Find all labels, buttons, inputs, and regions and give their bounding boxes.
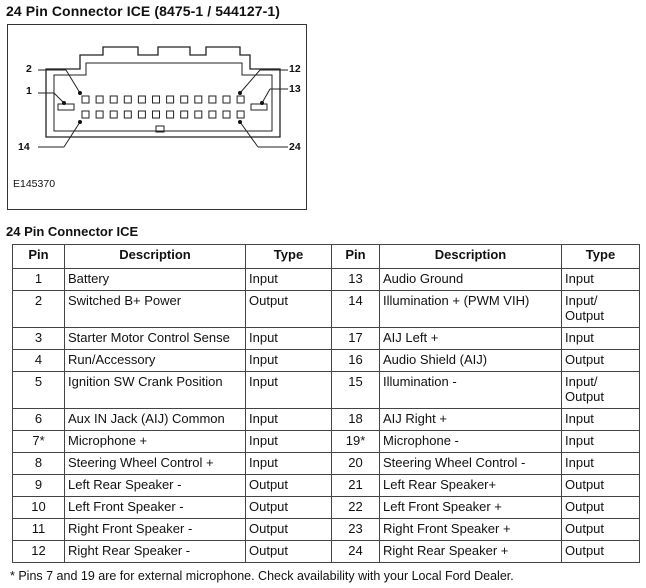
pin-cell: 10 (13, 497, 65, 519)
page-title: 24 Pin Connector ICE (8475-1 / 544127-1) (6, 3, 280, 19)
pin-cell: 22 (332, 497, 380, 519)
pin-cell: 19* (332, 431, 380, 453)
pin-cavity (195, 111, 202, 118)
type-cell: Output (562, 350, 640, 372)
pin-label-2: 2 (26, 63, 32, 75)
pin-cell: 13 (332, 269, 380, 291)
pin-cavity (124, 111, 131, 118)
pin-cavity (96, 111, 103, 118)
type-cell: Input (246, 269, 332, 291)
pin-cavity (237, 96, 244, 103)
pin-cavity (181, 111, 188, 118)
type-cell: Output (246, 475, 332, 497)
description-cell: AIJ Left + (380, 328, 562, 350)
pin-cavity (237, 111, 244, 118)
type-cell: Output (246, 541, 332, 563)
pin-label-13: 13 (289, 83, 301, 95)
type-cell: Input (562, 453, 640, 475)
pin-cell: 1 (13, 269, 65, 291)
table-row (13, 431, 640, 453)
type-cell: Input (562, 409, 640, 431)
pin-cell: 5 (13, 372, 65, 409)
pin-cell: 23 (332, 519, 380, 541)
type-cell: Output (562, 541, 640, 563)
table-row (13, 497, 640, 519)
pin-cell: 11 (13, 519, 65, 541)
type-cell: Output (562, 497, 640, 519)
pin-cell: 14 (332, 291, 380, 328)
description-cell: Right Rear Speaker - (65, 541, 246, 563)
table-row (13, 328, 640, 350)
type-cell: Input/ Output (562, 372, 640, 409)
pin-cavity (223, 111, 230, 118)
pin-cell: 24 (332, 541, 380, 563)
description-cell: Right Front Speaker - (65, 519, 246, 541)
pin-cell: 16 (332, 350, 380, 372)
description-cell: Left Rear Speaker+ (380, 475, 562, 497)
description-cell: Ignition SW Crank Position (65, 372, 246, 409)
pin-cell: 12 (13, 541, 65, 563)
description-cell: Starter Motor Control Sense (65, 328, 246, 350)
type-cell: Output (246, 291, 332, 328)
pin-cavity (167, 96, 174, 103)
table-title: 24 Pin Connector ICE (6, 224, 139, 239)
pin-cell: 9 (13, 475, 65, 497)
pin-cell: 8 (13, 453, 65, 475)
pin-cavity (124, 96, 131, 103)
type-cell: Output (562, 475, 640, 497)
description-cell: Left Front Speaker + (380, 497, 562, 519)
column-header-description: Description (65, 245, 246, 269)
type-cell: Input (562, 328, 640, 350)
pin-label-14: 14 (18, 141, 30, 153)
pin-cell: 6 (13, 409, 65, 431)
type-cell: Input (246, 372, 332, 409)
pin-cavity (153, 111, 160, 118)
pin-cavity (209, 111, 216, 118)
pin-cavity (138, 111, 145, 118)
table-row (13, 541, 640, 563)
table-header-row (13, 245, 640, 269)
pin-cell: 7* (13, 431, 65, 453)
table-row (13, 372, 640, 409)
type-cell: Input (246, 350, 332, 372)
footnote: * Pins 7 and 19 are for external microphone. Check availability with your Local Ford Dealer. (10, 569, 514, 583)
description-cell: Audio Shield (AIJ) (380, 350, 562, 372)
type-cell: Input (562, 431, 640, 453)
table-row (13, 291, 640, 328)
description-cell: Right Front Speaker + (380, 519, 562, 541)
table-row (13, 475, 640, 497)
description-cell: AIJ Right + (380, 409, 562, 431)
pin-table (12, 244, 640, 563)
type-cell: Input (246, 409, 332, 431)
type-cell: Output (246, 497, 332, 519)
type-cell: Input (562, 269, 640, 291)
description-cell: Steering Wheel Control - (380, 453, 562, 475)
pin-cavity (96, 96, 103, 103)
column-header-pin-2: Pin (332, 245, 380, 269)
figure-id: E145370 (13, 178, 56, 190)
pin-cell: 17 (332, 328, 380, 350)
column-header-type-2: Type (562, 245, 640, 269)
column-header-type: Type (246, 245, 332, 269)
pin-cell: 20 (332, 453, 380, 475)
pin-cavity (82, 96, 89, 103)
pin-cavity (138, 96, 145, 103)
description-cell: Microphone + (65, 431, 246, 453)
pin-cavity (82, 111, 89, 118)
connector-diagram (7, 24, 307, 210)
description-cell: Microphone - (380, 431, 562, 453)
pin-cell: 4 (13, 350, 65, 372)
table-row (13, 350, 640, 372)
type-cell: Output (562, 519, 640, 541)
type-cell: Input (246, 328, 332, 350)
type-cell: Input (246, 431, 332, 453)
type-cell: Output (246, 519, 332, 541)
type-cell: Input (246, 453, 332, 475)
table-row (13, 269, 640, 291)
description-cell: Illumination - (380, 372, 562, 409)
type-cell: Input/ Output (562, 291, 640, 328)
description-cell: Illumination + (PWM VIH) (380, 291, 562, 328)
pin-cell: 3 (13, 328, 65, 350)
description-cell: Audio Ground (380, 269, 562, 291)
table-row (13, 409, 640, 431)
table-row (13, 453, 640, 475)
pin-cavity (110, 111, 117, 118)
description-cell: Battery (65, 269, 246, 291)
description-cell: Run/Accessory (65, 350, 246, 372)
pin-cell: 2 (13, 291, 65, 328)
pin-cavity (153, 96, 160, 103)
description-cell: Aux IN Jack (AIJ) Common (65, 409, 246, 431)
pin-cell: 15 (332, 372, 380, 409)
pin-label-24: 24 (289, 141, 301, 153)
column-header-pin: Pin (13, 245, 65, 269)
table-row (13, 519, 640, 541)
pin-cavity (195, 96, 202, 103)
pin-cavity (209, 96, 216, 103)
description-cell: Left Rear Speaker - (65, 475, 246, 497)
column-header-description-2: Description (380, 245, 562, 269)
description-cell: Right Rear Speaker + (380, 541, 562, 563)
pin-cell: 21 (332, 475, 380, 497)
description-cell: Steering Wheel Control + (65, 453, 246, 475)
description-cell: Left Front Speaker - (65, 497, 246, 519)
pin-label-1: 1 (26, 85, 32, 97)
description-cell: Switched B+ Power (65, 291, 246, 328)
pin-cavity (167, 111, 174, 118)
pin-cavity (181, 96, 188, 103)
pin-cell: 18 (332, 409, 380, 431)
pin-cavity (110, 96, 117, 103)
pin-label-12: 12 (289, 63, 301, 75)
pin-cavity (223, 96, 230, 103)
